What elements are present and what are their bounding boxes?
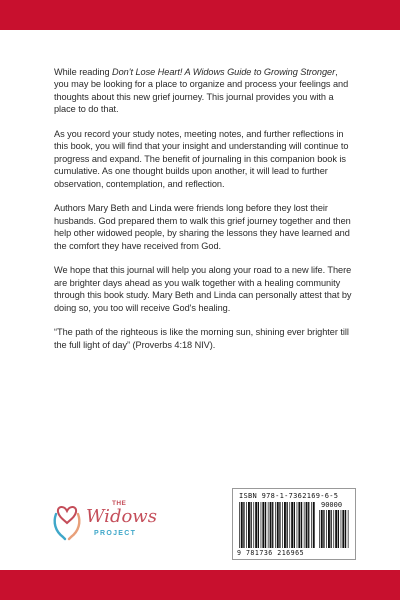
book-title: Don't Lose Heart! A Widows Guide to Growing Stronger: [112, 67, 336, 77]
paragraph-journaling: As you record your study notes, meeting notes, and further reflections in this book, you will find that your insight and understanding will continue to progress and expand. The benefit of journaling in this companion book is cumulative. As one thought builds upon another, it will lead to further observation, contemplation, and reflection.: [54, 129, 349, 189]
price-addon-number: 90000: [321, 501, 343, 509]
barcode-addon-bars: [319, 510, 349, 548]
intro-suffix: , you may be looking for a place to organize and process your feelings and thoughts about this new grief journey. This journal provides you with a place to do that.: [54, 67, 349, 115]
paragraph-authors: Authors Mary Beth and Linda were friends long before they lost their husbands. God prepared them to walk this grief journey together and then help other widowed people, by sharing the lessons they have learned and the comfort they have received from God.: [54, 203, 351, 251]
logo-the-text: THE: [112, 500, 127, 507]
isbn-barcode: [232, 488, 356, 560]
scripture-quote: “The path of the righteous is like the morning sun, shining ever brighter till the full light of day” (Proverbs 4:18 NIV).: [54, 327, 349, 350]
isbn-label: ISBN 978-1-7362169-6-5: [239, 492, 339, 500]
top-color-band: [0, 0, 400, 30]
barcode-number: 9 781736 216965: [237, 549, 305, 557]
back-cover-text: [54, 66, 354, 364]
bottom-color-band: [0, 570, 400, 600]
widows-project-logo: [50, 498, 190, 542]
hands-heart-icon: [50, 498, 84, 542]
logo-widows-text: Widows: [86, 506, 157, 527]
logo-project-text: PROJECT: [94, 530, 137, 537]
paragraph-intro: [54, 66, 354, 116]
intro-prefix: While reading: [54, 67, 113, 77]
barcode-main-bars: [239, 502, 315, 548]
paragraph-hope: We hope that this journal will help you along your road to a new life. There are brighter days ahead as you walk together with a healing community through this book study. Mary Beth and Linda can personally attest that by doing so, you too will receive God's healing.: [54, 265, 352, 313]
